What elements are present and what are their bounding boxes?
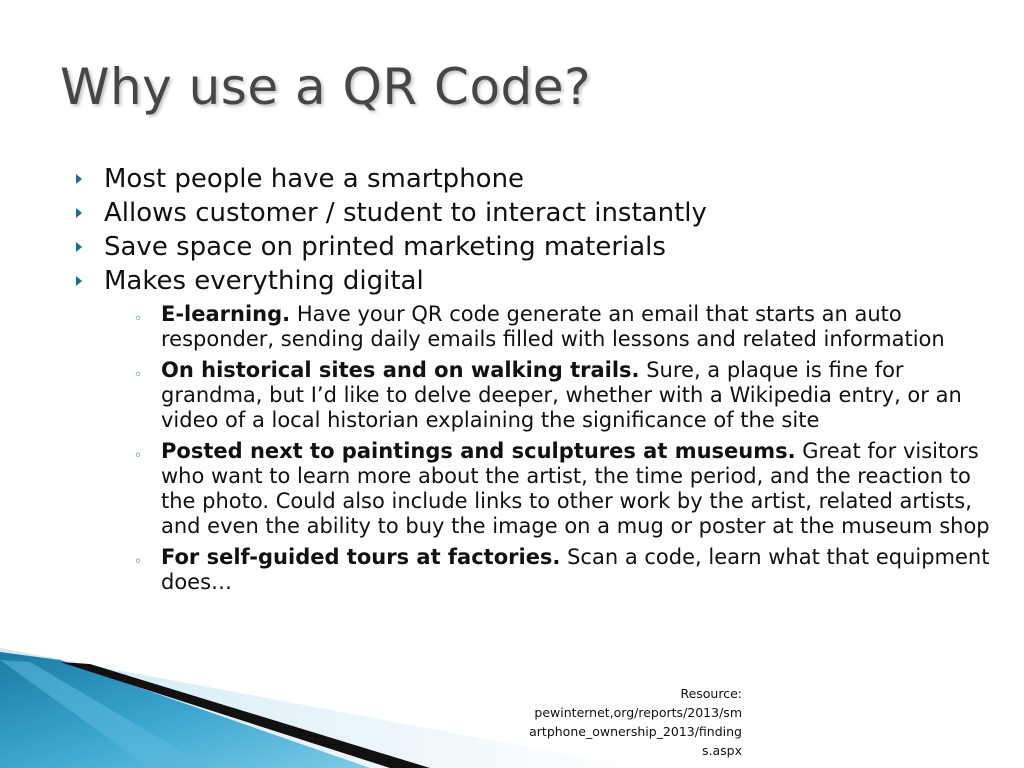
citation-line: pewinternet,org/reports/2013/sm <box>534 705 742 720</box>
bullet-text: Most people have a smartphone <box>104 164 525 194</box>
sub-bullet-text: Great for visitors who want to learn more about the artist, the time period, and the reaction to the photo. Could also include links to other work by the artist, related artists, and even the ability to buy the image on a mug or poster at the museum shop <box>161 439 990 538</box>
circle-bullet-icon: ◦ <box>134 311 143 327</box>
sub-bullet-item <box>104 545 991 595</box>
sub-bullet-text: Have your QR code generate an email that starts an auto responder, sending daily emails filled with lessons and related information <box>161 302 945 351</box>
bullet-item <box>74 264 990 595</box>
bullet-list <box>74 162 990 601</box>
circle-bullet-icon: ◦ <box>134 367 143 383</box>
sub-bullet-list <box>104 302 990 595</box>
sub-bullet-item <box>104 358 991 433</box>
resource-citation <box>529 684 742 760</box>
bullet-item <box>74 196 974 230</box>
sub-bullet-text: Scan a code, learn what that equipment does… <box>161 545 990 594</box>
citation-line: artphone_ownership_2013/finding <box>529 724 742 739</box>
triangle-bullet-icon <box>76 208 82 218</box>
sub-bullet-heading: On historical sites and on walking trails. <box>161 358 640 382</box>
bullet-item <box>74 162 974 196</box>
citation-line: s.aspx <box>702 743 742 758</box>
sub-bullet-heading: E-learning. <box>161 302 291 326</box>
bullet-text: Allows customer / student to interact instantly <box>104 198 707 228</box>
sub-bullet-text: Sure, a plaque is fine for grandma, but I’d like to delve deeper, whether with a Wikipedia entry, or an video of a local historian explaining the significance of the site <box>161 358 962 432</box>
slide-title: Why use a QR Code? <box>60 58 592 116</box>
sub-bullet-item <box>104 439 991 539</box>
sub-bullet-heading: For self-guided tours at factories. <box>161 545 561 569</box>
triangle-bullet-icon <box>76 276 82 286</box>
triangle-bullet-icon <box>76 174 82 184</box>
sub-bullet-item <box>104 302 991 352</box>
bullet-text: Makes everything digital <box>104 266 424 296</box>
sub-bullet-heading: Posted next to paintings and sculptures at museums. <box>161 439 796 463</box>
circle-bullet-icon: ◦ <box>134 448 143 464</box>
bullet-text: Save space on printed marketing materials <box>104 232 666 262</box>
bullet-item <box>74 230 974 264</box>
circle-bullet-icon: ◦ <box>134 554 143 570</box>
citation-line: Resource: <box>680 686 742 701</box>
triangle-bullet-icon <box>76 242 82 252</box>
